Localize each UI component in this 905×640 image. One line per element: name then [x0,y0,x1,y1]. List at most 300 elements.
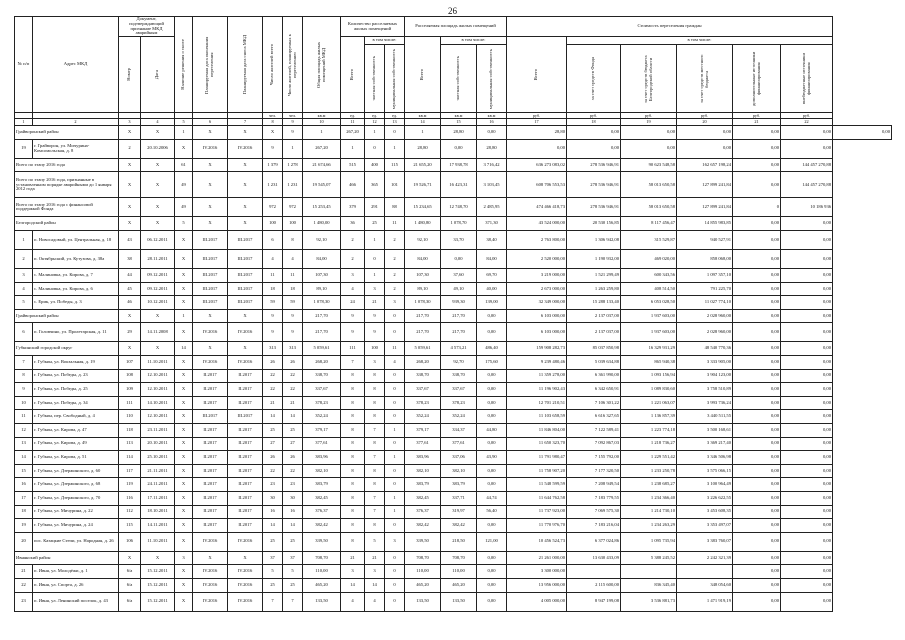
cell: 0,00 [477,323,507,342]
cell: 337,67 [405,383,441,397]
cell: 0,00 [621,126,677,140]
cell: 0,00 [733,158,781,172]
cell: 0,00 [781,217,833,231]
row-number: 17 [15,491,33,505]
header-area-incl: в том числе: [441,37,507,45]
cell: X [193,309,228,323]
cell: 22 [263,383,283,397]
header-area-total: Общая площадь жилых помещений МКД [303,17,341,113]
cell: 4 [385,356,405,370]
cell: 0,00 [781,478,833,492]
cell: 127 899 241,84 [677,172,733,198]
cell: 11 103 658,59 [507,410,567,424]
cell: 58 013 650,58 [621,172,677,198]
cell: 0 [385,126,405,140]
cell: 09.12.2011 [141,269,175,283]
header-cost-group: Стоимость переселения граждан [507,17,833,37]
cell: 127 899 241,84 [677,198,733,217]
cell: 338,70 [303,369,341,383]
cell: X [119,158,141,172]
row-address: г. Губкин, ул. Дзержинского, д. 60 [33,464,119,478]
cell: 0,00 [781,532,833,551]
row-address: г. Губкин, ул. Мичурина, д. 24 [33,519,119,533]
group-row [15,342,892,356]
cell: 89,10 [303,282,341,296]
cell: X [175,423,193,437]
header-demolition: Наличие решения о сносе [175,17,193,113]
cell: 8 [365,464,385,478]
cell: 0,00 [733,250,781,269]
table-row [15,592,892,611]
cell: 101 [385,172,405,198]
cell: 56,40 [477,505,507,519]
cell: 0,00 [567,126,621,140]
cell: 49,10 [441,282,477,296]
header-planned-end: Планируемая дата окончания переселения [193,17,228,113]
cell: 376,37 [303,505,341,519]
cell: 791 225,70 [677,282,733,296]
cell: 1 [405,126,441,140]
row-number: 10 [15,396,33,410]
cell: 7 122 589,41 [567,423,621,437]
row-address: с. Ерик, ул. Победы, д. 3 [33,296,119,310]
cell: 14.10.2011 [141,396,175,410]
cell: 7 [365,491,385,505]
cell: 2 485,95 [477,198,507,217]
cell: X [119,217,141,231]
cell: 17 938,78 [441,158,477,172]
cell: X [175,296,193,310]
cell: 8 [341,505,365,519]
cell: 9 [283,323,303,342]
cell: 44,80 [477,423,507,437]
cell: 7 183 779,55 [567,491,621,505]
cell: 175,60 [477,356,507,370]
cell: 9 [365,323,385,342]
group-label: Губкинский городской округ [15,342,119,356]
row-address: п. Ивня, ул. Спорта, д. 26 [33,578,119,592]
idx-cell: 15 [441,119,477,126]
cell: 0 [385,369,405,383]
cell: 382,10 [303,464,341,478]
cell: 14 [263,519,283,533]
cell: IV.2016 [228,592,263,611]
cell: II.2017 [228,396,263,410]
cell: 0,00 [781,126,833,140]
cell: IV.2016 [193,592,228,611]
cell: 1 218 736,27 [621,437,677,451]
table-row [15,437,892,451]
cell: 0,00 [733,478,781,492]
row-address: г. Губкин, ул. Кирова, д. 51 [33,451,119,465]
cell: 0 [385,437,405,451]
cell: 0 [385,396,405,410]
cell: III.2017 [193,282,228,296]
cell: 3 226 622,55 [677,491,733,505]
header-cost-total: Всего [507,37,567,113]
cell: 3 369 217,40 [677,437,733,451]
cell: 515 [341,158,365,172]
cell: 0,00 [781,519,833,533]
header-no: № п/п [15,17,33,113]
cell: 2 673 000,00 [507,282,567,296]
cell: 115 [385,158,405,172]
cell: 11 650 323,70 [507,437,567,451]
cell: 0 [365,250,385,269]
cell: 18.10.2011 [141,505,175,519]
cell: 0,00 [733,437,781,451]
cell: II.2017 [193,519,228,533]
cell: 3 904 123,00 [677,369,733,383]
cell: 378,23 [405,396,441,410]
cell [621,565,677,579]
cell: 5 039 634,88 [567,356,621,370]
cell: 972 [283,198,303,217]
cell: 858 068,00 [677,250,733,269]
cell: 11 791 980,47 [507,451,567,465]
cell: IV.2016 [193,565,228,579]
cell: 0,00 [733,519,781,533]
cell: 4 [283,250,303,269]
cell: 0,00 [733,532,781,551]
cell: 11 758 907,20 [507,464,567,478]
row-address: п. Новосадовый, ул. Центральная, д. 18 [33,231,119,250]
cell: 3 [365,356,385,370]
cell: III.2017 [228,410,263,424]
group-row [15,172,892,198]
cell: 1 [175,126,193,140]
cell: 2 520 000,00 [507,250,567,269]
idx-cell: 16 [477,119,507,126]
cell: 90 623 548,58 [621,158,677,172]
cell: 12.10.2011 [141,369,175,383]
cell: 972 [263,198,283,217]
cell: II.2017 [228,478,263,492]
header-doc-number: Номер [119,37,141,113]
units-cell: руб. [507,113,567,119]
cell: 6/а [119,578,141,592]
group-label: Грайворонский район [15,309,119,323]
cell: 112 [119,505,141,519]
idx-cell: 19 [621,119,677,126]
cell: X [175,478,193,492]
cell: 110,00 [303,565,341,579]
cell: 37,60 [441,269,477,283]
header-local: за счет средств местного бюджета [677,45,733,113]
cell: 486,40 [477,342,507,356]
row-number: 15 [15,464,33,478]
row-address: п. Головчино, ул. Пролетарская, д. 11 [33,323,119,342]
idx-cell: 20 [677,119,733,126]
cell: 3 453 608,35 [677,505,733,519]
cell: 20 530 156,85 [567,217,621,231]
cell: 0,00 [733,342,781,356]
cell: 7 155 792,00 [567,451,621,465]
cell: 4 005 000,00 [507,592,567,611]
cell: 22 [283,464,303,478]
cell: 6 361 990,00 [567,369,621,383]
cell: 84,00 [303,250,341,269]
cell: 1 [385,139,405,158]
cell: X [141,551,175,565]
cell: 708,70 [441,551,477,565]
cell: 636 273 083,02 [507,158,567,172]
cell: 43 [119,231,141,250]
cell: 337,71 [441,491,477,505]
cell: X [141,309,175,323]
cell: 0,00 [733,282,781,296]
table-row [15,269,892,283]
units-cell: руб. [733,113,781,119]
header-planned-demo: Планируемая дата сноса МКД [228,17,263,113]
cell: 0 [365,139,385,158]
cell: 352,24 [441,410,477,424]
cell: 0,00 [733,464,781,478]
cell: X [175,464,193,478]
cell: 465,20 [303,578,341,592]
cell: 1 521 299,49 [567,269,621,283]
row-address: г. Грайворон, ул. Мичурина-Комсомольская, д. 8 [33,139,119,158]
group-row [15,158,892,172]
cell: X [228,126,263,140]
cell: X [175,231,193,250]
cell: 114 [119,451,141,465]
cell: 5 388 245,52 [621,551,677,565]
cell: 1 480,80 [405,217,441,231]
cell: 11.10.2011 [141,532,175,551]
cell: X [175,491,193,505]
cell: 59 [283,296,303,310]
cell: 352,24 [405,410,441,424]
cell: 383,96 [405,451,441,465]
cell: 0,00 [733,410,781,424]
cell: 7 [283,592,303,611]
cell: 3 [175,551,193,565]
cell: 10.12.2011 [141,296,175,310]
group-label: Всего по этапу 2016 года с финансовой поддержкой Фонда [15,198,119,217]
table-row [15,464,892,478]
cell: 15.12.2011 [141,592,175,611]
cell: 107,30 [303,269,341,283]
units-cell: чел. [283,113,303,119]
cell: 144 457 270,88 [781,158,833,172]
cell: 3 383 760,07 [677,532,733,551]
cell: 28,80 [477,139,507,158]
row-number: 16 [15,478,33,492]
cell: 4 [365,592,385,611]
cell: 267,20 [341,126,365,140]
cell: 0,00 [477,126,507,140]
cell: II.2017 [193,396,228,410]
cell: 0,00 [781,296,833,310]
cell: 25 [283,532,303,551]
cell: 15.12.2011 [141,565,175,579]
cell: 1 089 830,60 [621,383,677,397]
cell: X [175,578,193,592]
cell: 469 020,00 [621,250,677,269]
cell: 0,00 [781,410,833,424]
cell: 0,00 [477,369,507,383]
cell: 7 [263,592,283,611]
cell: 49 [175,172,193,198]
cell: 0,00 [477,592,507,611]
cell: II.2017 [193,437,228,451]
cell: 133,50 [303,592,341,611]
cell: 111 [119,396,141,410]
units-cell: руб. [621,113,677,119]
cell: 28,80 [441,126,477,140]
cell: X [119,309,141,323]
cell: 0 [385,565,405,579]
cell: 10 456 524,73 [507,532,567,551]
cell: 1 379 [263,158,283,172]
cell: 268,20 [405,356,441,370]
cell: 9 [283,309,303,323]
cell: 107 [119,356,141,370]
cell: 2 [341,231,365,250]
cell: 1 [385,505,405,519]
cell: 9 [283,126,303,140]
units-cell: ед. [365,113,385,119]
cell: X [141,172,175,198]
row-number: 23 [15,592,33,611]
cell: II.2017 [228,491,263,505]
cell: X [228,172,263,198]
cell: 1 078,70 [441,217,477,231]
cell: X [175,323,193,342]
cell: 3 219 000,00 [507,269,567,283]
cell: 92,10 [405,231,441,250]
cell: II.2017 [228,505,263,519]
cell: III.2017 [193,250,228,269]
cell: 0,00 [781,592,833,611]
row-number: 14 [15,451,33,465]
cell: 1 190 932,00 [567,250,621,269]
cell: 11 [263,269,283,283]
cell: 9 [341,323,365,342]
cell: 36 [341,217,365,231]
cell: 2 028 960,00 [677,309,733,323]
units-cell: руб. [781,113,833,119]
header-rooms-total: Всего [341,37,365,113]
group-row [15,217,892,231]
cell: 278 536 946,91 [567,172,621,198]
cell: 14 [263,410,283,424]
cell: 115 [119,519,141,533]
cell: 0,00 [781,423,833,437]
idx-cell: 22 [781,119,833,126]
cell: 121,00 [477,532,507,551]
idx-cell: 1 [15,119,33,126]
cell: 1 097 357,10 [677,269,733,283]
cell: 0,00 [733,451,781,465]
cell: 13 630 433,09 [567,551,621,565]
cell: II.2017 [193,369,228,383]
units-cell: руб. [567,113,621,119]
cell: 217,70 [405,309,441,323]
cell: 100 [283,217,303,231]
cell: 0,00 [781,309,833,323]
row-address: с. Малиновка, ул. Кирова, д. 7 [33,269,119,283]
cell: 11 359 278,00 [507,369,567,383]
cell: 3 758 510,89 [677,383,733,397]
group-label: Белгородский район [15,217,119,231]
cell: 1 [385,451,405,465]
cell: II.2017 [193,505,228,519]
cell: 2 [385,269,405,283]
cell: IV.2016 [228,578,263,592]
cell: 383,79 [441,478,477,492]
cell: 89,10 [405,282,441,296]
cell: X [193,172,228,198]
row-number: 7 [15,356,33,370]
cell: 0 [385,578,405,592]
table-row [15,383,892,397]
cell: III.2017 [193,231,228,250]
cell: 69,70 [477,269,507,283]
cell: 5 [263,565,283,579]
cell: 6 616 327,65 [567,410,621,424]
cell: 21 [341,551,365,565]
cell: 313 [283,342,303,356]
cell: 0,00 [733,592,781,611]
cell: X [119,198,141,217]
cell: 15 253,45 [303,198,341,217]
cell: 1 214 730,10 [621,505,677,519]
cell: X [193,126,228,140]
cell: 33,70 [441,231,477,250]
cell: X [175,396,193,410]
cell: X [175,356,193,370]
group-label: Всего по этапу 2016 года, признанные в установленном порядке аварийными до 1 января 2012 года [15,172,119,198]
cell [567,565,621,579]
cell: 3 333 905,00 [677,356,733,370]
cell: 337,67 [303,383,341,397]
cell: 1 [365,126,385,140]
cell: 6 342 650,91 [567,383,621,397]
cell: 8 [365,437,385,451]
cell: III.2017 [193,296,228,310]
header-area-municipal: муниципальная собственность [477,45,507,113]
cell: 1 [385,423,405,437]
cell: 3 353 497,07 [677,519,733,533]
cell: 0,00 [677,126,733,140]
row-address: с. Малиновка, ул. Кирова, д. 6 [33,282,119,296]
cell: III.2017 [228,231,263,250]
cell: 0,00 [733,323,781,342]
cell: 0 [385,410,405,424]
cell: 14 [365,578,385,592]
cell: 0 [385,464,405,478]
header-rooms-incl: в том числе: [365,37,405,45]
group-row [15,551,892,565]
cell: 1 221 063,07 [621,396,677,410]
cell: 21.11.2011 [141,464,175,478]
idx-cell: 17 [507,119,567,126]
cell: 59 [263,296,283,310]
cell: X [119,126,141,140]
idx-cell: 7 [228,119,263,126]
cell: 291 [365,198,385,217]
cell: 383,79 [303,478,341,492]
cell: IV.2016 [228,323,263,342]
cell: 14 [283,410,303,424]
cell: 7 069 575,30 [567,505,621,519]
cell: 8 [341,369,365,383]
cell: 26 [263,451,283,465]
cell: X [228,342,263,356]
cell: 865 940,38 [621,356,677,370]
